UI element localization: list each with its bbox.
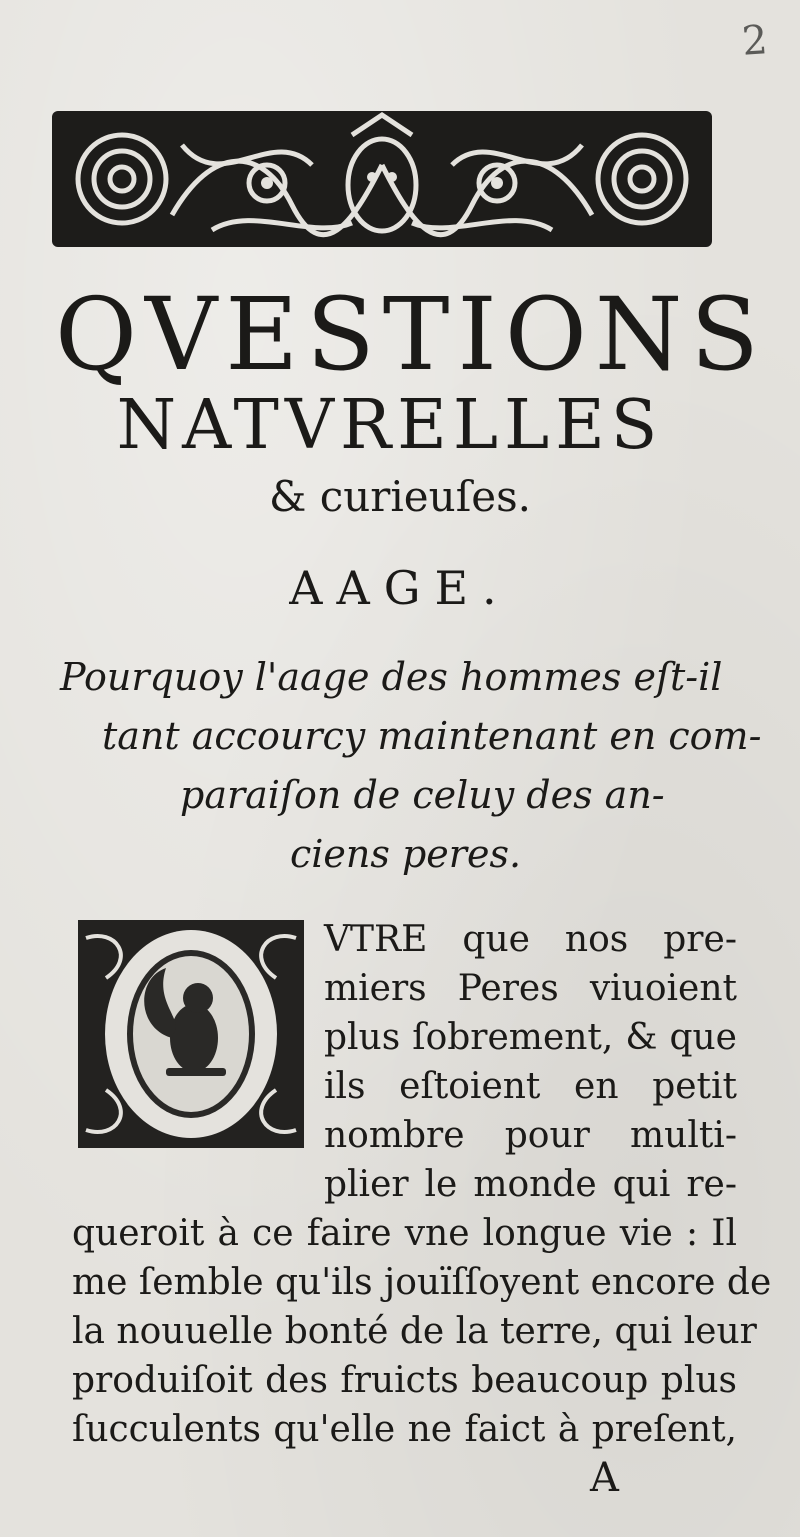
title-line-2: NATVRELLES: [116, 386, 664, 465]
title-line-1: QVESTIONS: [55, 276, 767, 393]
body-line: miers Peres viuoient: [324, 968, 737, 1009]
body-line: produiſoit des fruicts beaucoup plus: [72, 1360, 737, 1401]
body-line: VTRE que nos pre-: [324, 919, 737, 960]
title-line-3: & curieuſes.: [268, 472, 532, 521]
question-text: [60, 648, 762, 884]
body-line: nombre pour multi-: [324, 1115, 737, 1156]
question-line: tant accourcy maintenant en com-: [102, 714, 762, 758]
body-line: la nouuelle bonté de la terre, qui leur: [72, 1311, 757, 1352]
question-line: Pourquoy l'aage des hommes eſt-il: [60, 655, 723, 699]
body-line: plier le monde qui re-: [324, 1164, 737, 1205]
body-line: queroit à ce faire vne longue vie : Il: [72, 1213, 737, 1254]
body-line: plus ſobrement, & que: [324, 1017, 737, 1058]
page-number: 2: [740, 17, 770, 65]
catchword: A: [590, 1455, 619, 1501]
body-line: me ſemble qu'ils jouïſſoyent encore de: [72, 1262, 772, 1303]
floral-headpiece-ornament-icon: [52, 105, 712, 253]
body-line: ſucculents qu'elle ne faict à preſent,: [72, 1409, 737, 1450]
section-heading: AAGE.: [289, 561, 511, 615]
question-line: ciens peres.: [290, 832, 522, 876]
body-line: ils eſtoient en petit: [324, 1066, 737, 1107]
question-line: paraiſon de celuy des an-: [180, 773, 665, 817]
body-text: [72, 915, 772, 1454]
